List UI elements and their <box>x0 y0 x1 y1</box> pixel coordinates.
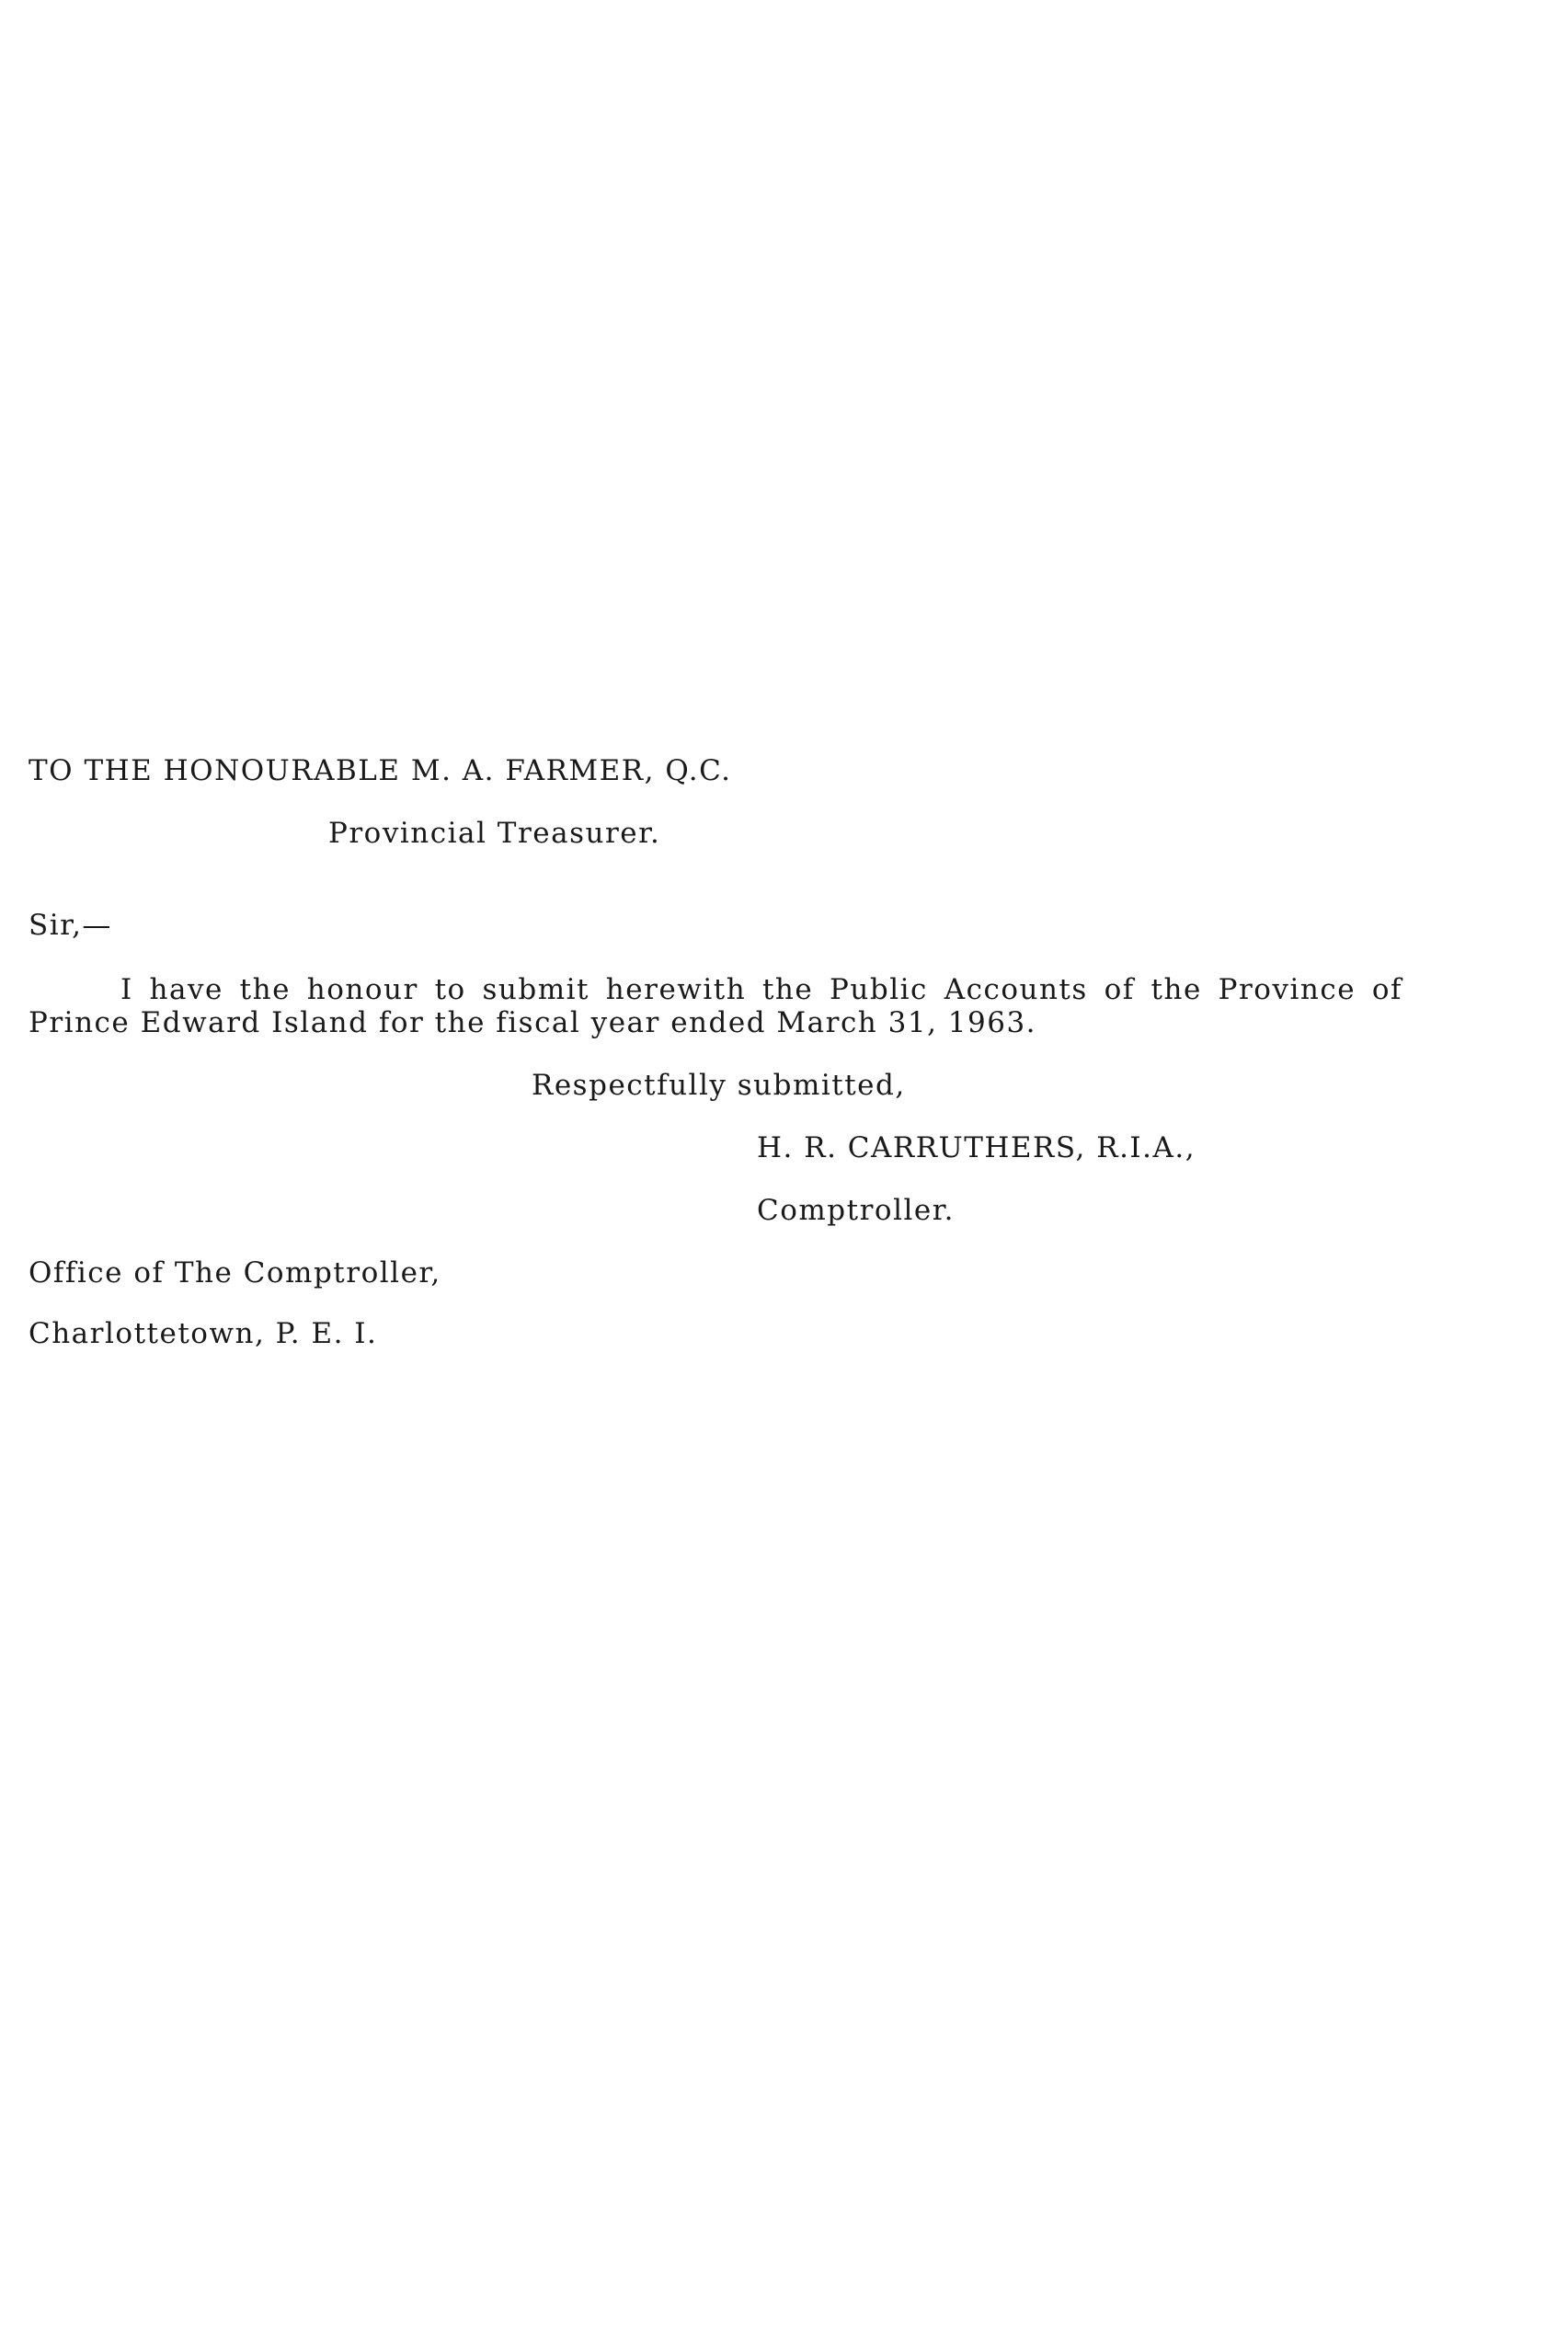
location: Charlottetown, P. E. I. <box>29 1317 378 1350</box>
office: Office of The Comptroller, <box>29 1256 441 1290</box>
addressee: TO THE HONOURABLE M. A. FARMER, Q.C. <box>29 754 732 787</box>
signer-name: H. R. CARRUTHERS, R.I.A., <box>757 1131 1196 1164</box>
closing: Respectfully submitted, <box>532 1069 906 1102</box>
body-line-1: I have the honour to submit herewith the Public Accounts of the Province of <box>120 973 1402 1006</box>
signer-title: Comptroller. <box>757 1194 956 1227</box>
addressee-title: Provincial Treasurer. <box>328 817 661 850</box>
body-line-2: Prince Edward Island for the fiscal year ended March 31, 1963. <box>29 1006 1037 1039</box>
salutation: Sir,— <box>29 909 112 942</box>
